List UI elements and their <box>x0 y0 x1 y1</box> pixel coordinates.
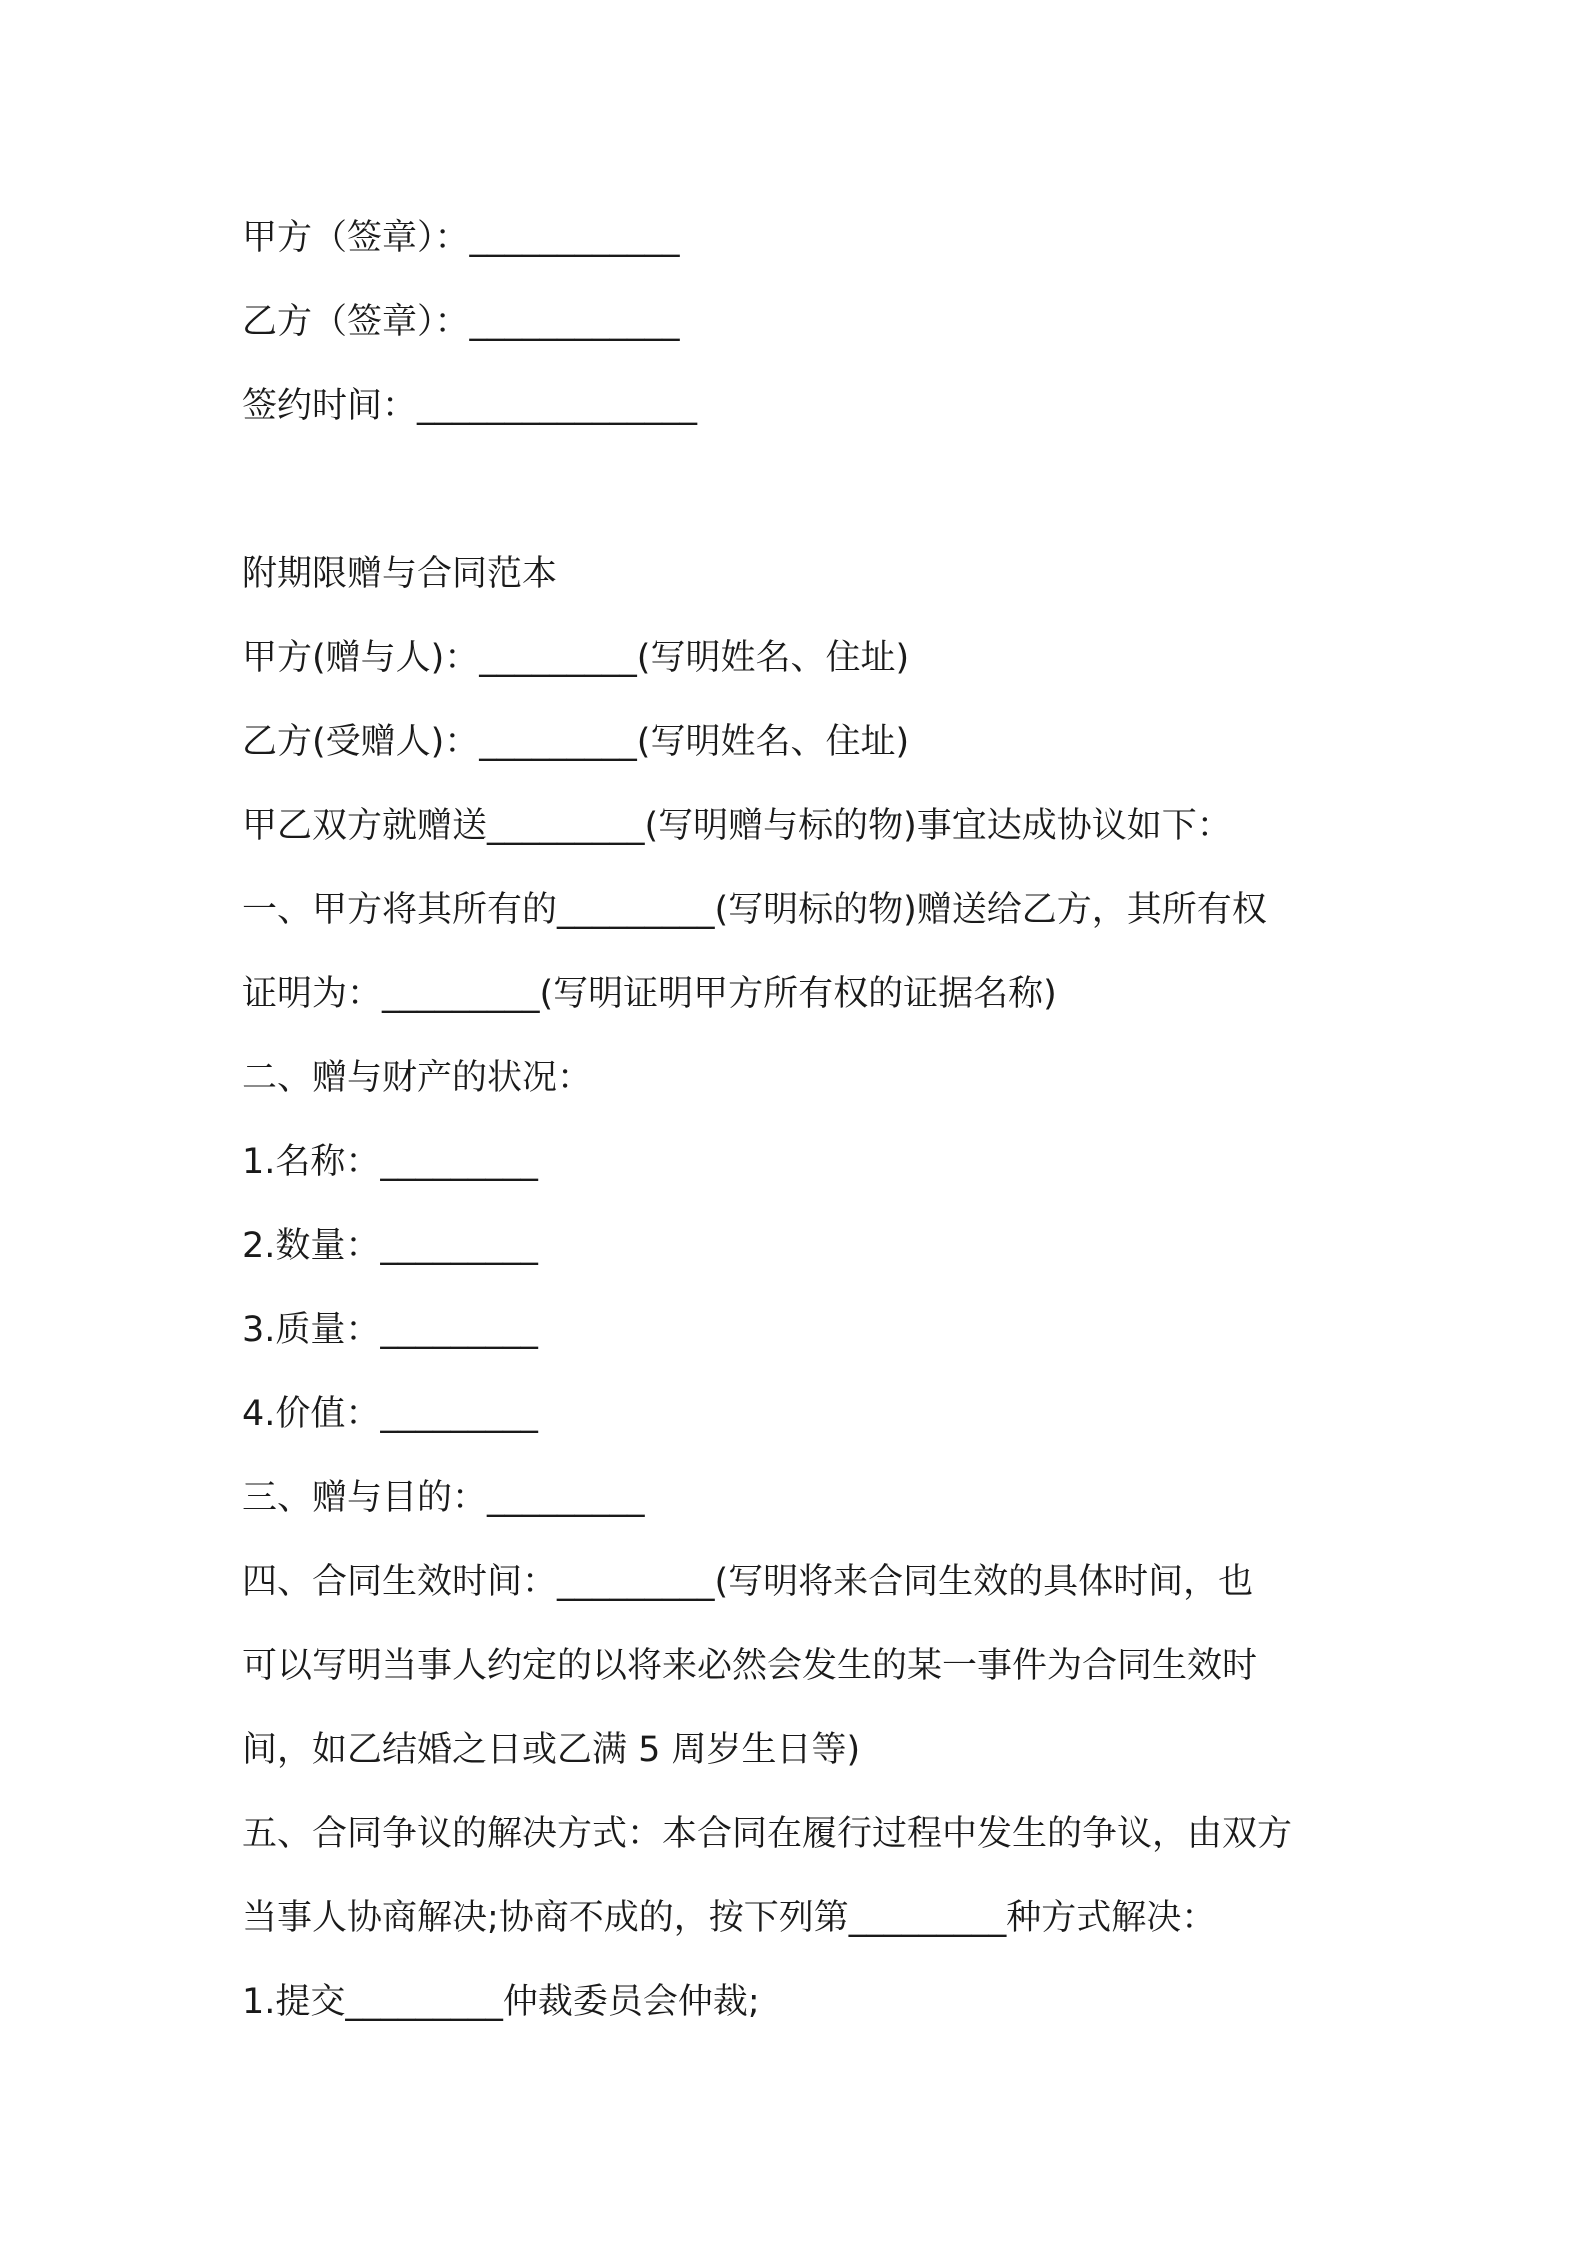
section-spacer <box>242 448 1362 532</box>
clause-line: 2.数量：_________ <box>242 1226 538 1266</box>
document-body <box>242 196 1362 2044</box>
clause-line: 间，如乙结婚之日或乙满 5 周岁生日等) <box>242 1730 861 1770</box>
contract-title: 附期限赠与合同范本 <box>242 554 558 594</box>
signature-party-a: 甲方（签章）：____________ <box>242 218 680 258</box>
clause-line: 乙方(受赠人)：_________(写明姓名、住址) <box>242 722 910 762</box>
clause-line: 证明为：_________(写明证明甲方所有权的证据名称) <box>242 974 1057 1014</box>
clause-line: 1.名称：_________ <box>242 1142 538 1182</box>
clause-line: 可以写明当事人约定的以将来必然会发生的某一事件为合同生效时 <box>242 1646 1258 1686</box>
clause-line: 二、赠与财产的状况： <box>242 1058 593 1098</box>
clause-line: 五、合同争议的解决方式：本合同在履行过程中发生的争议，由双方 <box>242 1814 1293 1854</box>
clause-line: 一、甲方将其所有的_________(写明标的物)赠送给乙方，其所有权 <box>242 890 1267 930</box>
clause-line: 甲乙双方就赠送_________(写明赠与标的物)事宜达成协议如下： <box>242 806 1232 846</box>
clause-line: 3.质量：_________ <box>242 1310 538 1350</box>
clause-line: 四、合同生效时间：_________(写明将来合同生效的具体时间，也 <box>242 1562 1254 1602</box>
signature-party-b: 乙方（签章）：____________ <box>242 302 680 342</box>
clause-line: 当事人协商解决;协商不成的，按下列第_________种方式解决： <box>242 1898 1217 1938</box>
clause-line: 1.提交_________仲裁委员会仲裁; <box>242 1982 760 2022</box>
clause-line: 三、赠与目的：_________ <box>242 1478 645 1518</box>
signature-date: 签约时间：________________ <box>242 386 698 426</box>
clause-line: 4.价值：_________ <box>242 1394 538 1434</box>
clause-line: 甲方(赠与人)：_________(写明姓名、住址) <box>242 638 910 678</box>
